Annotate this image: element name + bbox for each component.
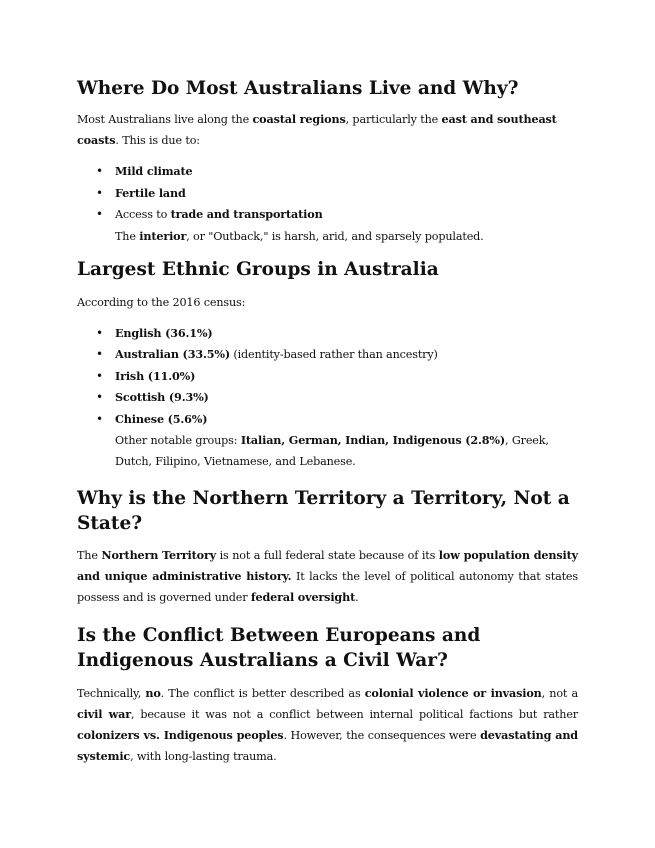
text-run: , Greek, Dutch, Filipino, Vietnamese, and Lebanese. bbox=[115, 434, 549, 468]
text-run: The bbox=[77, 549, 102, 562]
bold-text: English (36.1%) bbox=[115, 325, 213, 340]
bold-text: low population density and unique administrative history. bbox=[77, 548, 578, 583]
section-title-northern-territory: Why is the Northern Territory a Territory, Not a State? bbox=[77, 488, 570, 534]
bold-text: trade and transportation bbox=[170, 207, 323, 221]
section-body-paragraph bbox=[77, 545, 578, 608]
list-item bbox=[77, 409, 578, 431]
list-note bbox=[77, 430, 578, 472]
section-title-where-australians-live: Where Do Most Australians Live and Why? bbox=[77, 78, 519, 99]
bold-text: Italian, German, Indian, Indigenous (2.8%) bbox=[240, 433, 506, 447]
bold-text: Scottish (9.3%) bbox=[115, 390, 209, 404]
bold-text: no bbox=[145, 686, 161, 700]
bold-text: colonial violence or invasion bbox=[364, 686, 542, 700]
list-item bbox=[77, 183, 578, 205]
list-item bbox=[77, 366, 578, 388]
text-run: Technically, bbox=[77, 687, 146, 700]
bold-text: east and southeast coasts bbox=[77, 112, 557, 147]
bold-text: colonizers vs. Indigenous peoples bbox=[77, 728, 284, 742]
text-run: , because it was not a conflict between internal political factions but rather bbox=[130, 708, 578, 721]
bold-text: Northern Territory bbox=[101, 548, 217, 562]
section-title-civil-war-question: Is the Conflict Between Europeans and Indigenous Australians a Civil War? bbox=[77, 625, 481, 671]
list-item bbox=[77, 323, 578, 345]
text-run: . This is due to: bbox=[115, 134, 200, 147]
text-run: The bbox=[115, 229, 140, 243]
text-run: Other notable groups: bbox=[115, 434, 241, 447]
text-run: , with long-lasting trauma. bbox=[130, 750, 277, 763]
text-run: , not a bbox=[541, 687, 579, 700]
section-intro-paragraph bbox=[77, 109, 578, 151]
text-run: , particularly the bbox=[345, 113, 442, 126]
bold-text: Irish (11.0%) bbox=[115, 368, 196, 383]
list-item bbox=[77, 344, 578, 366]
bold-text: Mild climate bbox=[115, 164, 193, 178]
bold-text: Fertile land bbox=[115, 185, 186, 200]
list-item bbox=[77, 161, 578, 183]
list-item bbox=[77, 204, 578, 226]
text-run: (identity-based rather than ancestry) bbox=[229, 348, 438, 361]
bold-text: Chinese (5.6%) bbox=[115, 411, 208, 426]
bold-text: devastating and systemic bbox=[77, 728, 578, 763]
bold-text: Australian (33.5%) bbox=[115, 347, 230, 361]
text-run: is not a full federal state because of its bbox=[216, 549, 439, 562]
text-run: , or "Outback," is harsh, arid, and sparsely populated. bbox=[186, 229, 484, 243]
document-content bbox=[77, 76, 578, 767]
section-intro-paragraph: According to the 2016 census: bbox=[77, 295, 246, 309]
text-run: . The conflict is better described as bbox=[160, 687, 365, 700]
bold-text: coastal regions bbox=[252, 112, 346, 126]
bold-text: interior bbox=[139, 228, 187, 243]
text-run: Access to bbox=[115, 208, 171, 221]
text-run: . However, the consequences were bbox=[283, 729, 481, 742]
list-note bbox=[77, 226, 578, 247]
text-run: . bbox=[355, 591, 359, 604]
reasons-list bbox=[77, 161, 578, 226]
section-body-paragraph bbox=[77, 683, 578, 767]
section-title-ethnic-groups: Largest Ethnic Groups in Australia bbox=[77, 258, 439, 280]
text-run: Most Australians live along the bbox=[77, 113, 253, 126]
bold-text: federal oversight bbox=[250, 590, 356, 604]
ethnic-groups-list bbox=[77, 323, 578, 431]
text-run: It lacks the level of political autonomy that states possess and is governed under bbox=[77, 570, 578, 604]
list-item bbox=[77, 387, 578, 409]
bold-text: civil war bbox=[77, 707, 131, 721]
